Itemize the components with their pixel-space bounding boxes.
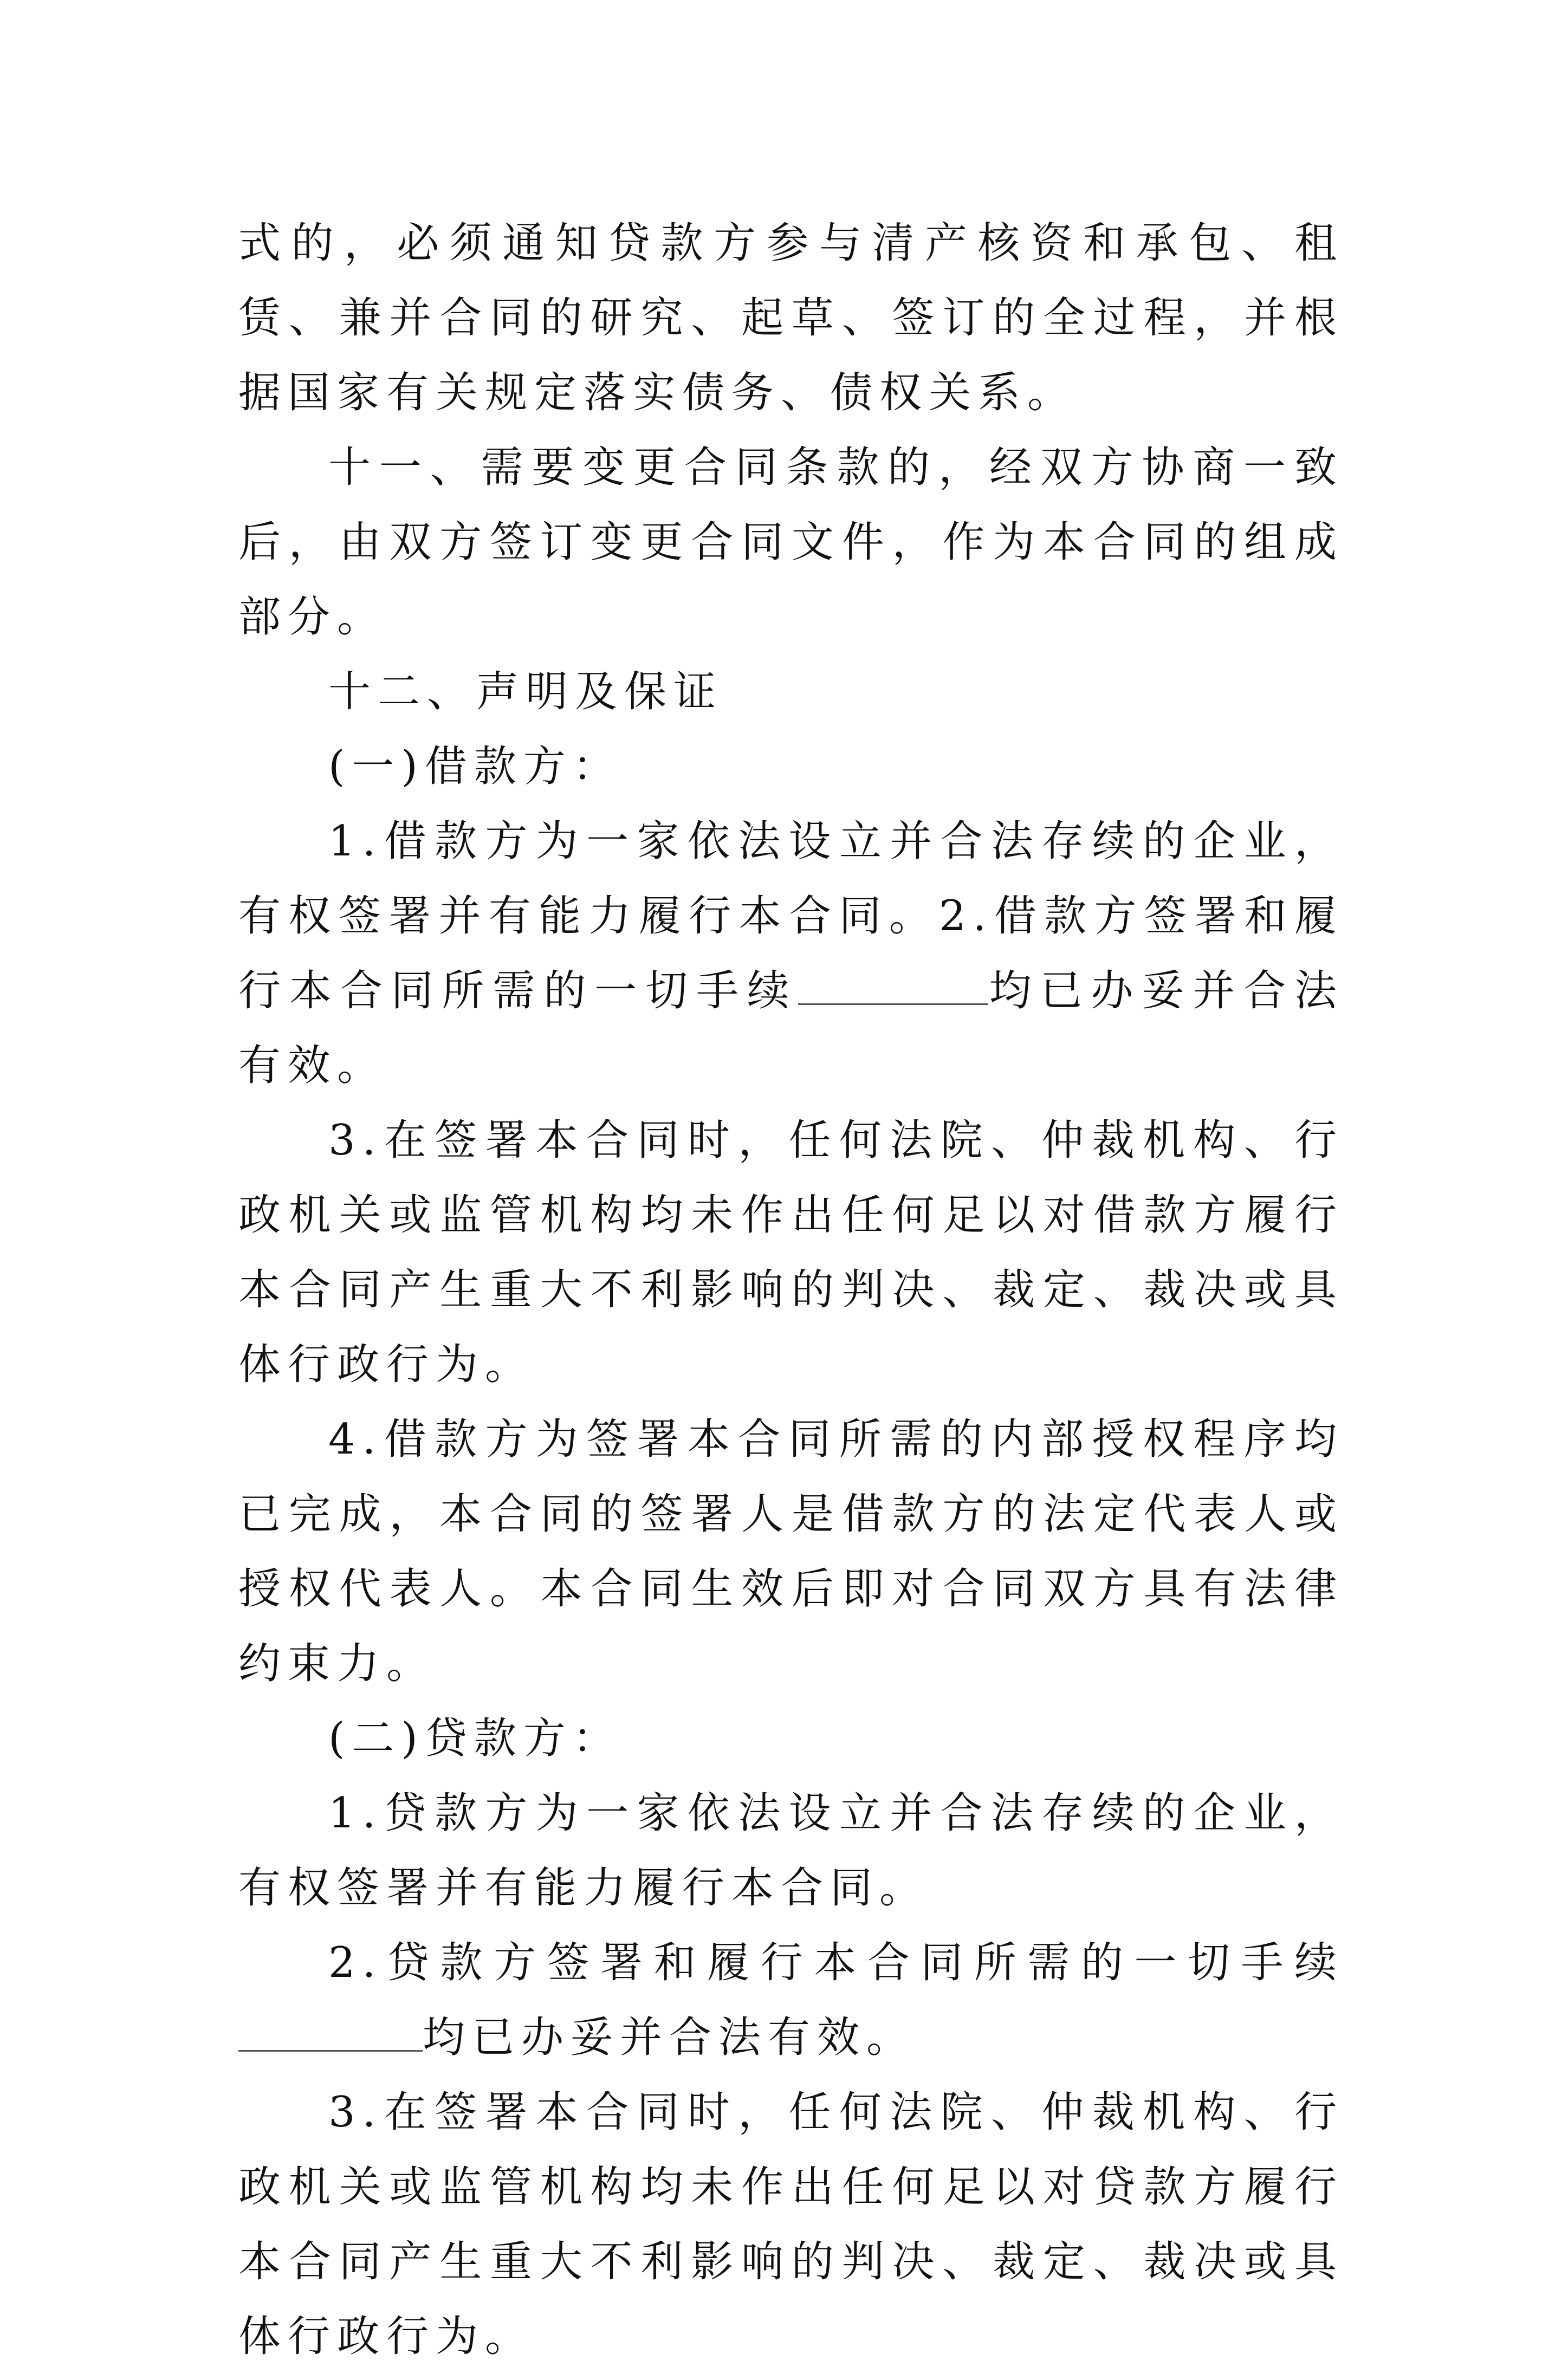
paragraph-borrower-item-1-2 <box>238 804 1344 1103</box>
blank-fill-line[interactable] <box>238 2018 423 2052</box>
paragraph-lender-item-3: 3.在签署本合同时，任何法院、仲裁机构、行政机关或监管机构均未作出任何足以对贷款方履行本合同产生重大不利影响的判决、裁定、裁决或具体行政行为。 <box>238 2088 1344 2361</box>
lender-item-2-text: 2.贷款方签署和履行本合同所需的一切手续 <box>328 1938 1344 1987</box>
document-page <box>238 206 1344 2374</box>
paragraph-clause-eleven: 十一、需要变更合同条款的，经双方协商一致后，由双方签订变更合同文件，作为本合同的组成部分。 <box>238 443 1344 641</box>
paragraph-lender-item-2 <box>238 1925 1344 2075</box>
subheading-borrower: (一)借款方： <box>328 742 622 791</box>
paragraph-continued-clause-ten: 式的，必须通知贷款方参与清产核资和承包、租赁、兼并合同的研究、起草、签订的全过程，并根据国家有关规定落实债务、债权关系。 <box>238 219 1344 417</box>
borrower-item-2-tail: 均已办妥并合法有效。 <box>238 967 1344 1090</box>
paragraph-borrower-item-4: 4.借款方为签署本合同所需的内部授权程序均已完成，本合同的签署人是借款方的法定代表人或授权代表人。本合同生效后即对合同双方具有法律约束力。 <box>238 1415 1344 1688</box>
paragraph-borrower-item-3: 3.在签署本合同时，任何法院、仲裁机构、行政机关或监管机构均未作出任何足以对借款方履行本合同产生重大不利影响的判决、裁定、裁决或具体行政行为。 <box>238 1116 1344 1389</box>
lender-item-2-tail: 均已办妥并合法有效。 <box>423 2013 916 2062</box>
borrower-item-1-2-text: 1.借款方为一家依法设立并合法存续的企业，有权签署并有能力履行本合同。2.借款方签署和履行本合同所需的一切手续 <box>238 817 1344 1015</box>
paragraph-lender-item-1: 1.贷款方为一家依法设立并合法存续的企业，有权签署并有能力履行本合同。 <box>238 1789 1344 1912</box>
blank-fill-line[interactable] <box>798 971 988 1005</box>
subheading-lender: (二)贷款方： <box>328 1714 622 1763</box>
heading-clause-twelve: 十二、声明及保证 <box>328 667 723 716</box>
